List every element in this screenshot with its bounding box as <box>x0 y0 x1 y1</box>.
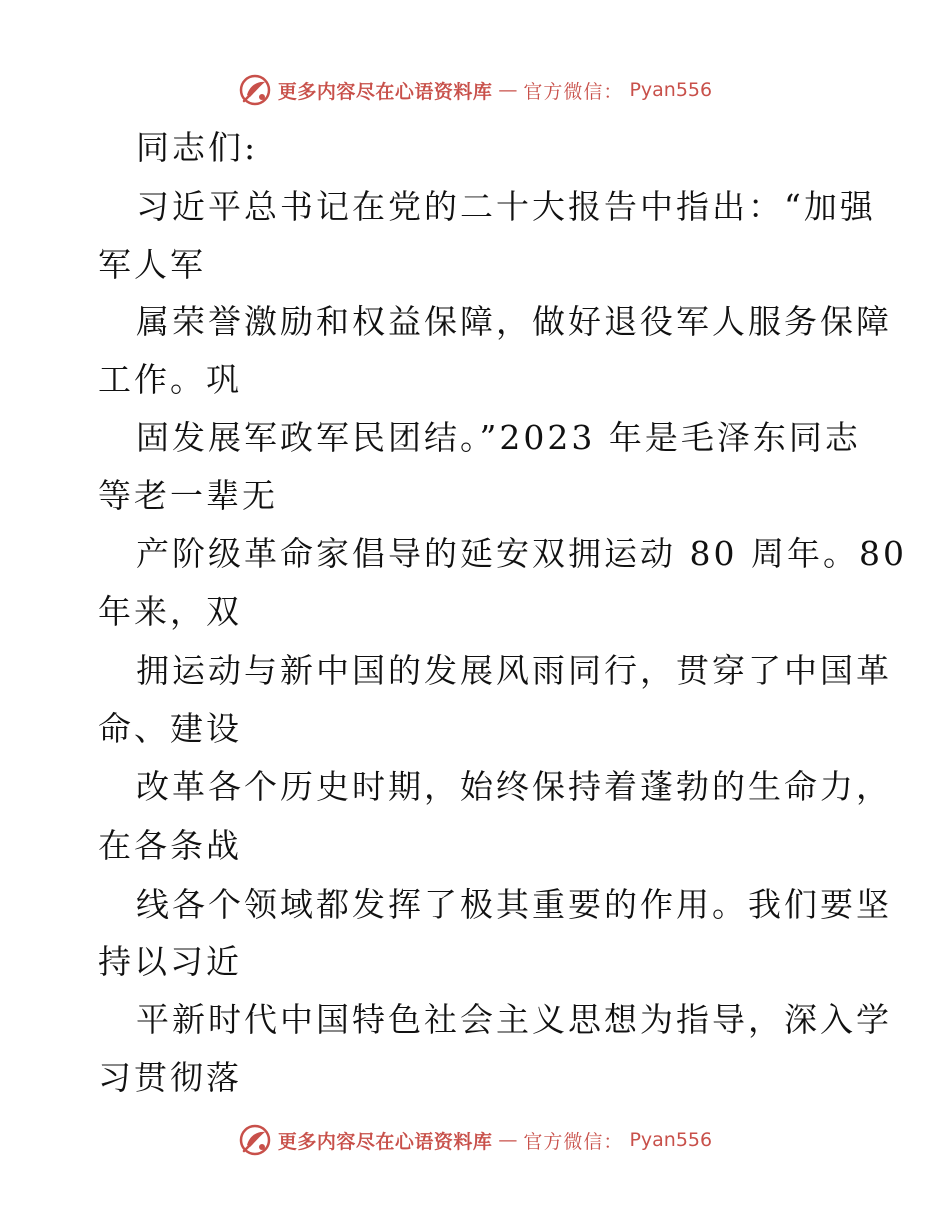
footer-watermark <box>0 1120 950 1160</box>
header-brand-text: 更多内容尽在心语资料库 <box>277 80 493 103</box>
header-dash: — <box>498 79 518 101</box>
body-line: 属荣誉激励和权益保障，做好退役军人服务保障 <box>136 302 892 341</box>
header-wechat-id: Pyan556 <box>629 79 713 101</box>
body-line: 军人军 <box>98 245 206 284</box>
body-line: 命、建设 <box>98 709 242 748</box>
header-wechat-label: 官方微信： <box>523 80 624 103</box>
body-line: 同志们: <box>136 128 259 167</box>
header-watermark <box>0 70 950 110</box>
body-line: 改革各个历史时期，始终保持着蓬勃的生命力， <box>136 767 892 806</box>
body-line: 习近平总书记在党的二十大报告中指出：“加强 <box>136 187 876 226</box>
body-line: 产阶级革命家倡导的延安双拥运动 80 周年。80 <box>136 534 907 573</box>
body-line: 习贯彻落 <box>98 1058 242 1097</box>
footer-wechat-id: Pyan556 <box>629 1129 713 1151</box>
body-line: 等老一辈无 <box>98 476 278 515</box>
body-line: 工作。巩 <box>98 360 242 399</box>
body-line: 平新时代中国特色社会主义思想为指导，深入学 <box>136 1000 892 1039</box>
footer-dash: — <box>498 1129 518 1151</box>
body-line: 年来，双 <box>98 592 242 631</box>
body-line: 持以习近 <box>98 942 242 981</box>
brand-logo-icon <box>238 1123 272 1157</box>
body-line: 固发展军政军民团结。”2023 年是毛泽东同志 <box>136 418 861 457</box>
footer-wechat-label: 官方微信： <box>523 1130 624 1153</box>
body-line: 线各个领域都发挥了极其重要的作用。我们要坚 <box>136 885 892 924</box>
footer-brand-text: 更多内容尽在心语资料库 <box>277 1130 493 1153</box>
body-line: 拥运动与新中国的发展风雨同行，贯穿了中国革 <box>136 651 892 690</box>
body-line: 在各条战 <box>98 826 242 865</box>
brand-logo-icon <box>238 73 272 107</box>
